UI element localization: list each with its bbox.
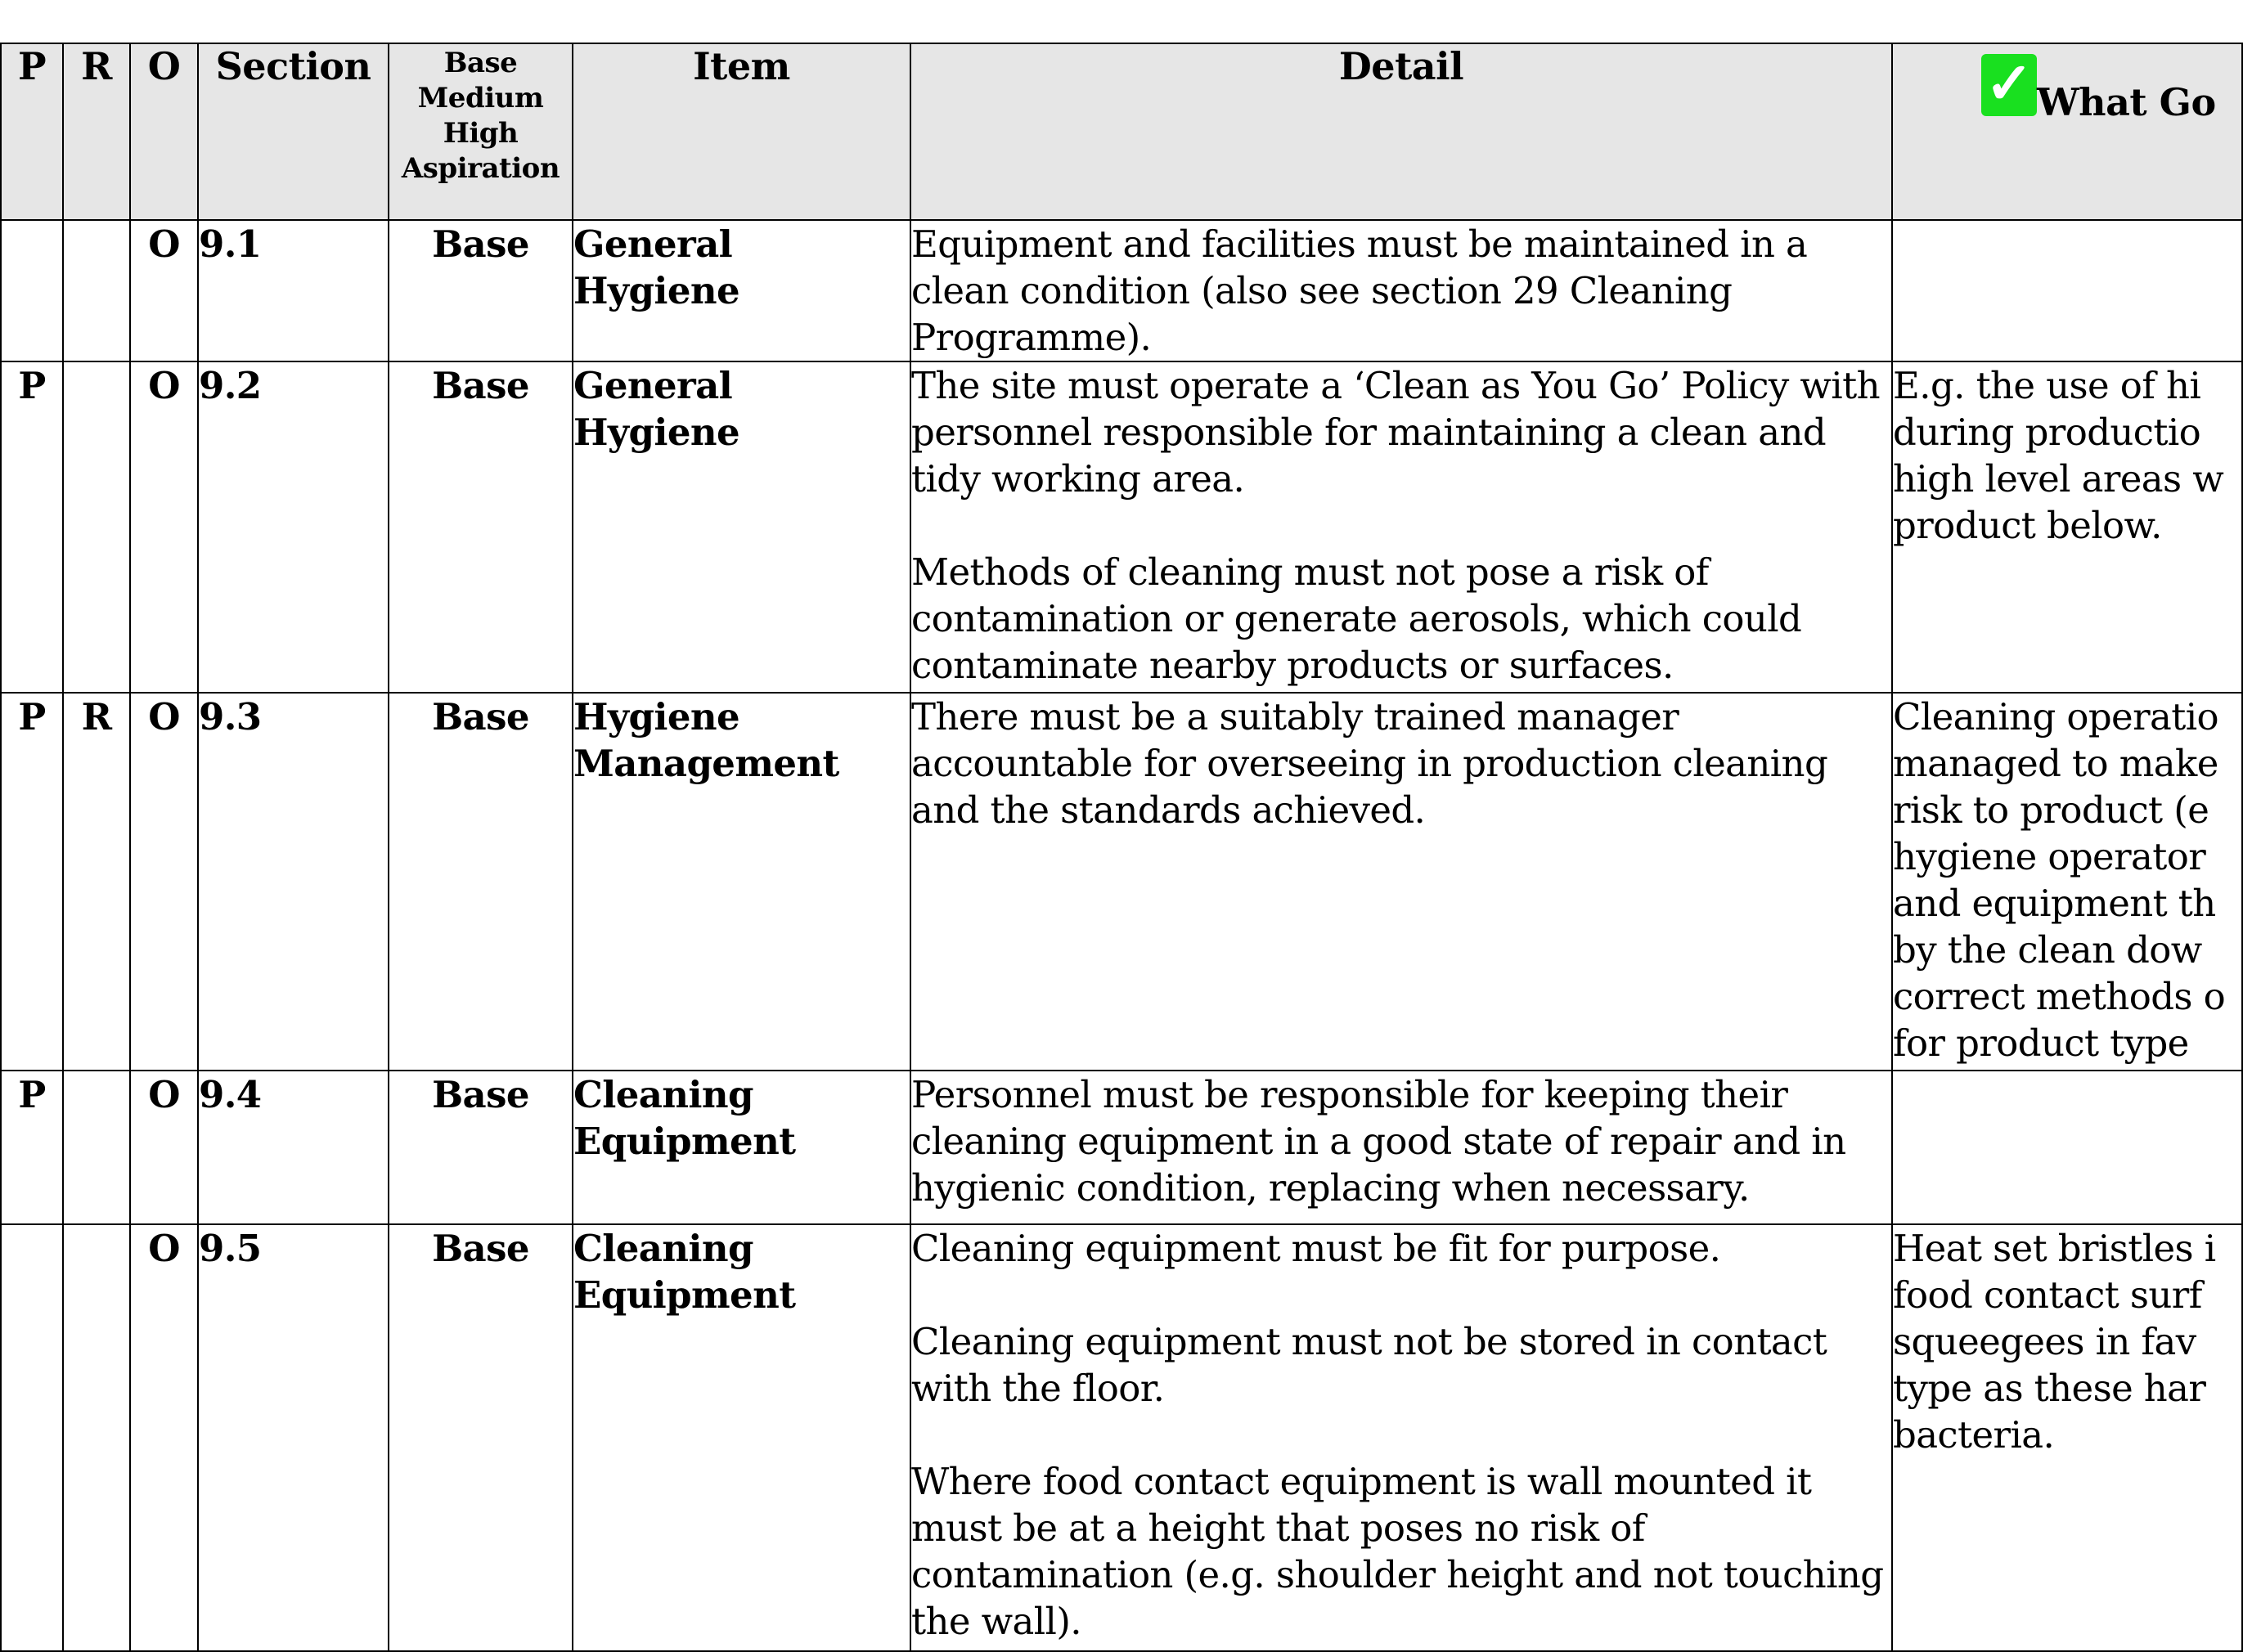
cell-item: Cleaning Equipment xyxy=(573,1071,910,1224)
table-row xyxy=(1,220,2242,361)
cell-detail xyxy=(910,220,1892,361)
cell-r: R xyxy=(63,693,130,1071)
header-section: Section xyxy=(198,43,389,220)
what-good-line: Cleaning operatio xyxy=(1893,695,2218,738)
header-r: R xyxy=(63,43,130,220)
cell-o: O xyxy=(130,1071,198,1224)
cell-what-good xyxy=(1892,361,2242,693)
cell-detail xyxy=(910,1071,1892,1224)
cell-item: Cleaning Equipment xyxy=(573,1224,910,1651)
requirements-table xyxy=(0,43,2243,1652)
cell-p: P xyxy=(1,361,63,693)
cell-level: Base xyxy=(389,693,573,1071)
cell-level: Base xyxy=(389,220,573,361)
cell-r xyxy=(63,220,130,361)
header-o: O xyxy=(130,43,198,220)
what-good-line: type as these har xyxy=(1893,1367,2206,1410)
what-good-line: Heat set bristles i xyxy=(1893,1227,2216,1270)
cell-level: Base xyxy=(389,1071,573,1224)
header-detail: Detail xyxy=(910,43,1892,220)
cell-what-good xyxy=(1892,1071,2242,1224)
what-good-line: risk to product (e xyxy=(1893,788,2209,832)
table-row xyxy=(1,1224,2242,1651)
cell-section: 9.5 xyxy=(198,1224,389,1651)
detail-paragraph: Equipment and facilities must be maintained in a clean condition (also see section 29 Cleaning Programme). xyxy=(911,222,1808,359)
cell-item: General Hygiene xyxy=(573,220,910,361)
cell-o: O xyxy=(130,693,198,1071)
cell-p: P xyxy=(1,693,63,1071)
header-level-medium: Medium xyxy=(417,82,544,114)
cell-r xyxy=(63,1071,130,1224)
cell-item: General Hygiene xyxy=(573,361,910,693)
table-row xyxy=(1,693,2242,1071)
header-level xyxy=(389,43,573,220)
detail-paragraph: Cleaning equipment must not be stored in contact with the floor. xyxy=(911,1320,1827,1410)
what-good-line: E.g. the use of hi xyxy=(1893,364,2201,407)
what-good-line: hygiene operator xyxy=(1893,835,2206,878)
cell-o: O xyxy=(130,1224,198,1651)
cell-o: O xyxy=(130,361,198,693)
what-good-line: food contact surf xyxy=(1893,1273,2202,1317)
document-page xyxy=(0,43,2226,1652)
cell-p xyxy=(1,220,63,361)
detail-paragraph: Personnel must be responsible for keeping their cleaning equipment in a good state of repair and in hygienic condition, replacing when necessary. xyxy=(911,1073,1846,1210)
cell-what-good xyxy=(1892,220,2242,361)
cell-what-good xyxy=(1892,1224,2242,1651)
header-what-good-label: What Go xyxy=(2037,80,2216,124)
what-good-line: correct methods o xyxy=(1893,975,2226,1018)
table-row xyxy=(1,1071,2242,1224)
table-row xyxy=(1,361,2242,693)
cell-detail xyxy=(910,693,1892,1071)
cell-detail xyxy=(910,1224,1892,1651)
what-good-line: by the clean dow xyxy=(1893,928,2202,972)
what-good-line: squeegees in fav xyxy=(1893,1320,2196,1363)
cell-item: Hygiene Management xyxy=(573,693,910,1071)
what-good-line: and equipment th xyxy=(1893,882,2216,925)
header-what-good xyxy=(1892,43,2242,220)
what-good-line: for product type xyxy=(1893,1021,2189,1065)
cell-level: Base xyxy=(389,1224,573,1651)
cell-p: P xyxy=(1,1071,63,1224)
cell-p xyxy=(1,1224,63,1651)
cell-section: 9.2 xyxy=(198,361,389,693)
what-good-line: during productio xyxy=(1893,411,2201,454)
cell-detail xyxy=(910,361,1892,693)
cell-section: 9.1 xyxy=(198,220,389,361)
green-checkmark-icon: ✓ xyxy=(1981,54,2037,116)
cell-level: Base xyxy=(389,361,573,693)
cell-r xyxy=(63,1224,130,1651)
what-good-line: product below. xyxy=(1893,504,2162,547)
detail-paragraph: Where food contact equipment is wall mounted it must be at a height that poses no risk of contamination (e.g. shoulder height and not touching the wall). xyxy=(911,1460,1884,1643)
cell-what-good xyxy=(1892,693,2242,1071)
detail-paragraph: Cleaning equipment must be fit for purpose. xyxy=(911,1227,1721,1270)
cell-section: 9.3 xyxy=(198,693,389,1071)
header-level-base: Base xyxy=(443,47,518,79)
cell-r xyxy=(63,361,130,693)
detail-paragraph: There must be a suitably trained manager accountable for overseeing in production cleaning and the standards achieved. xyxy=(911,695,1828,832)
detail-paragraph: Methods of cleaning must not pose a risk of contamination or generate aerosols, which could contaminate nearby products or surfaces. xyxy=(911,550,1802,687)
cell-section: 9.4 xyxy=(198,1071,389,1224)
header-item: Item xyxy=(573,43,910,220)
what-good-line: bacteria. xyxy=(1893,1413,2055,1457)
table-header-row xyxy=(1,43,2242,220)
header-level-high: High xyxy=(443,117,519,150)
what-good-line: high level areas w xyxy=(1893,457,2224,501)
what-good-line: managed to make xyxy=(1893,742,2218,785)
cell-o: O xyxy=(130,220,198,361)
header-level-aspiration: Aspiration xyxy=(401,152,560,185)
detail-paragraph: The site must operate a ‘Clean as You Go’ Policy with personnel responsible for maintaining a clean and tidy working area. xyxy=(911,364,1880,501)
header-p: P xyxy=(1,43,63,220)
